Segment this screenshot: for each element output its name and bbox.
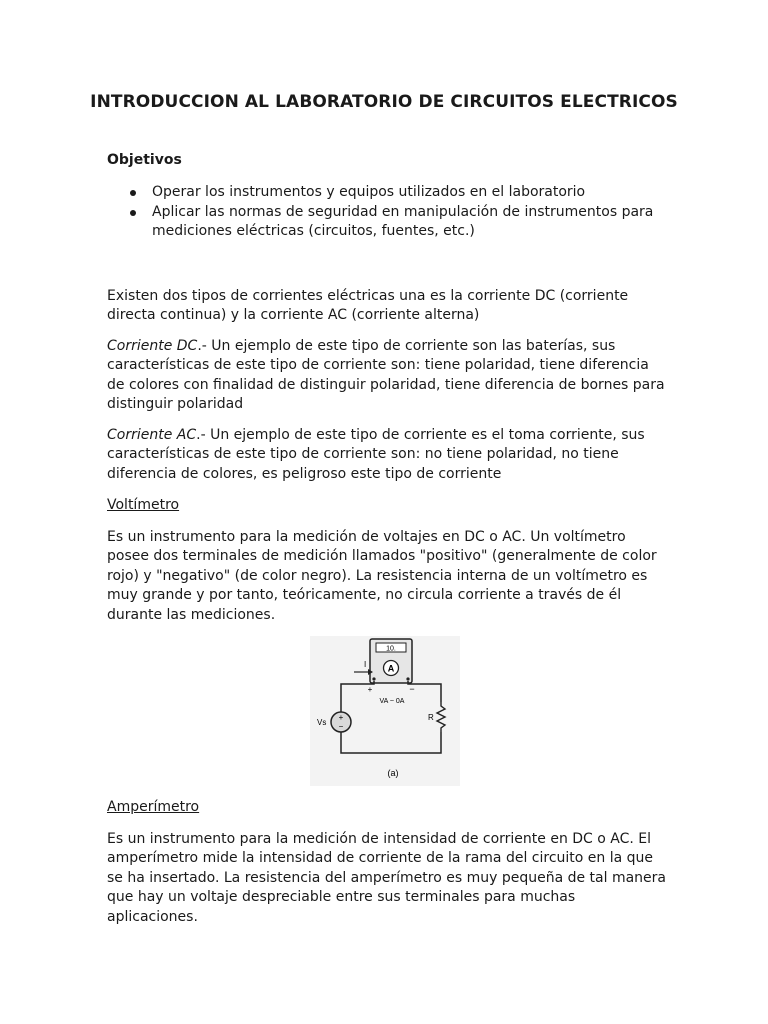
objectives-heading: Objetivos xyxy=(107,152,182,168)
ammeter-paragraph: Es un instrumento para la medición de intensidad de corriente en DC o AC. El amperímetro mide la intensidad de corriente de la rama del circuito en la que se ha insertado. La resistencia del amperímetro es muy pequeña de tal manera que hay un voltaje despreciable entre sus terminales para muchas aplicaciones. xyxy=(107,831,667,925)
ac-text: .- Un ejemplo de este tipo de corriente es el toma corriente, sus características de este tipo de corriente son: no tiene polaridad, no tiene diferencia de colores, es peligroso este tipo de corriente xyxy=(107,427,645,482)
circuit-diagram xyxy=(310,636,460,786)
objective-item: Aplicar las normas de seguridad en manipulación de instrumentos para mediciones eléctricas (circuitos, fuentes, etc.) xyxy=(107,203,667,242)
wire-bottom xyxy=(341,732,441,753)
dc-text: .- Un ejemplo de este tipo de corriente son las baterías, sus características de este tipo de corriente son: tiene polaridad, tiene diferencia de colores con finalidad de distinguir polaridad, tiene diferencia de bornes para distinguir polaridad xyxy=(107,338,665,413)
current-label: I xyxy=(364,660,367,669)
va-label: VA ~ 0A xyxy=(379,698,405,705)
ac-paragraph xyxy=(107,426,667,484)
figure-caption: (a) xyxy=(387,768,399,778)
minus-sign: − xyxy=(409,684,415,694)
plus-sign: + xyxy=(367,685,373,694)
source-label: Vs xyxy=(317,718,327,727)
ammeter-heading: Amperímetro xyxy=(107,799,200,815)
ammeter-letter: A xyxy=(387,663,395,674)
intro-paragraph: Existen dos tipos de corrientes eléctricas una es la corriente DC (corriente directa continua) y la corriente AC (corriente alterna) xyxy=(107,288,629,324)
source-plus: + xyxy=(338,713,344,722)
voltmeter-heading: Voltímetro xyxy=(107,497,180,513)
resistor xyxy=(437,702,445,732)
source-minus: − xyxy=(338,722,344,731)
objectives-list xyxy=(107,183,667,242)
resistor-label: R xyxy=(428,713,434,722)
display-reading: 10. xyxy=(386,645,396,653)
circuit-figure xyxy=(310,636,460,786)
objective-item: Operar los instrumentos y equipos utilizados en el laboratorio xyxy=(107,183,667,203)
voltmeter-paragraph: Es un instrumento para la medición de voltajes en DC o AC. Un voltímetro posee dos terminales de medición llamados "positivo" (generalmente de color rojo) y "negativo" (de color negro). La resistencia interna de un voltímetro es muy grande y por tanto, teóricamente, no circula corriente a través de él durante las mediciones. xyxy=(107,529,657,623)
terminal-dot xyxy=(372,677,375,680)
ac-term: Corriente AC xyxy=(107,427,197,443)
dc-term: Corriente DC xyxy=(107,338,198,354)
terminal-dot xyxy=(406,677,409,680)
dc-paragraph xyxy=(107,337,667,415)
document-title: INTRODUCCION AL LABORATORIO DE CIRCUITOS ELECTRICOS xyxy=(90,92,678,112)
